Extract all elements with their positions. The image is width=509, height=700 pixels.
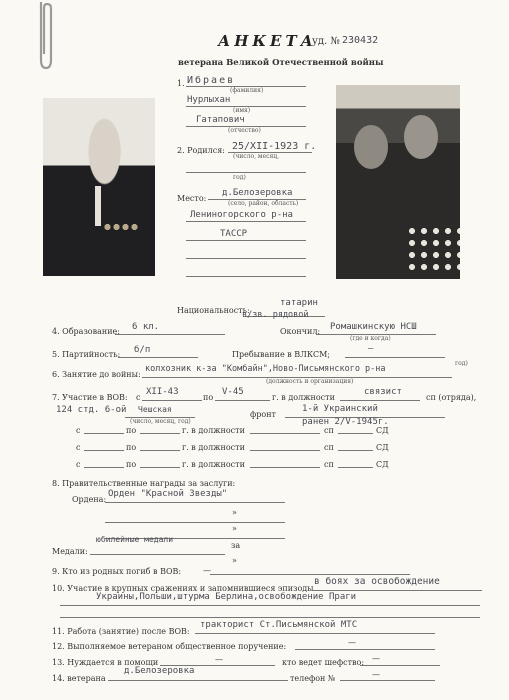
- born-value: 25/XII-1923 г.: [232, 141, 317, 152]
- address-label: 14. ветерана: [52, 674, 106, 683]
- name-hint: (имя): [233, 107, 251, 114]
- nationality-label: Национальность:: [177, 306, 250, 315]
- battles-label: 10. Участие в крупных сражениях и запомнившиеся эпизоды: [52, 584, 314, 593]
- work-value: тракторист Ст.Письмянской МТС: [200, 620, 358, 630]
- war-position-value: связист: [364, 387, 402, 397]
- relatives-label: 9. Кто из родных погиб в ВОВ:: [52, 567, 182, 576]
- certificate-number: 230432: [342, 35, 379, 46]
- vlksm-value: —: [368, 344, 374, 354]
- phone-label: телефон №: [290, 674, 336, 683]
- place-value-1: д.Белозеровка: [222, 188, 293, 198]
- medals-value: юбилейные медали: [96, 535, 174, 544]
- born-hint-year: год): [233, 174, 246, 181]
- name-value: Нурлыхан: [187, 95, 231, 105]
- party-label: 5. Партийность:: [52, 350, 121, 359]
- nationality-value: татарин: [280, 298, 318, 308]
- war-from-value: XII-43: [146, 387, 179, 397]
- education-label: 4. Образование:: [52, 327, 120, 336]
- public-label: 12. Выполняемое ветераном общественное поручение:: [52, 642, 287, 651]
- patron-value: —: [372, 654, 380, 663]
- public-value: —: [348, 638, 356, 647]
- rank-value: в/зв. рядовой: [242, 310, 309, 320]
- certificate-number-prefix: уд. №: [312, 36, 340, 47]
- front-value: 1-й Украинский: [302, 404, 378, 414]
- finished-value: Ромашкинскую НСШ: [330, 322, 417, 332]
- form-subtitle: ветерана Великой Отечественной войны: [178, 58, 384, 68]
- occupation-value: колхозник к-за "Комбайн",Ново-Письмянского р-на: [145, 364, 386, 374]
- form-title: АНКЕТА: [218, 32, 317, 50]
- relatives-value: —: [203, 566, 211, 575]
- vlksm-label: Пребывание в ВЛКСМ;: [232, 350, 331, 359]
- born-hint: (число, месяц,: [233, 153, 280, 160]
- war-position-label: г. в должности: [272, 393, 335, 402]
- finished-hint: (где и когда): [350, 335, 391, 342]
- war-from-label: с: [136, 393, 141, 402]
- work-label: 11. Работа (занятие) после ВОВ:: [52, 627, 190, 636]
- finished-label: Окончил:: [280, 327, 321, 336]
- medals-za: за: [231, 541, 241, 550]
- awards-label: 8. Правительственные награды за заслуги:: [52, 479, 236, 488]
- place-hint: (село, район, область): [228, 200, 299, 207]
- battles-value-1: в боях за освобождение: [314, 576, 440, 587]
- patronymic-hint: (отчество): [228, 127, 261, 134]
- front-label: фронт: [250, 410, 276, 419]
- place-value-2: Лениногорского р-на: [190, 210, 293, 220]
- war-unit-label: сп (отряда),: [426, 393, 477, 402]
- item-number-1: 1.: [177, 79, 185, 88]
- orders-quote-1: »: [232, 508, 237, 517]
- paper-clip-icon: [33, 0, 59, 72]
- years-hint: год): [455, 360, 468, 367]
- veteran-questionnaire-page: АНКЕТА уд. № 230432 ветерана Великой Отечественной войны 1. Ибраев (фамилия) Нурлыхан (имя) Гатапович (отчество) 2. Родился: 25/XII-1923 г. (число, месяц, год) Место: д.Белозеровка (село, район, область) Лениногорского р-на ТАССР Национальность: татарин в/зв. рядовой 4. Образование: 6 кл. Окончил: Ромашкинскую НСШ (где и когда) 5. Партийность: б/п Пребывание в ВЛКСМ; — год) 6. Занятие до войны: колхозник к-за "Комбайн",Ново-Письмянского р-на (должность и организация) 7. Участие в ВОВ: с XII-43 по V-45 г. в должности связист сп (отряда), 124 стд. 6-ой Чешская (число, месяц, год) фронт 1-й Украинский ранен 2/V-1945г. с по г. в должности сп СД с по г. в должности сп СД с по г. в должности сп СД 8. Правительственные награды за заслуги: Ордена: Орден "Красной Звезды" » » Медали: юбилейные медали за » 9. Кто из родных погиб в ВОВ: — 10. Участие в крупных сражениях и запомнившиеся эпизоды в боях за освобождение Украины,Польши,штурма Берлина,освобождение Праги 11. Работа (занятие) после ВОВ: тракторист Ст.Письмянской МТС 12. Выполняемое ветераном общественное поручение: — 13. Нуждается в помощи — кто ведет шефство: — 14. ветерана д.Белозеровка телефон № —: [0, 0, 509, 700]
- surname-value: Ибраев: [187, 75, 236, 86]
- medals-quote: »: [232, 556, 237, 565]
- battles-value-2: Украины,Польши,штурма Берлина,освобождение Праги: [96, 592, 357, 602]
- education-value: 6 кл.: [132, 322, 160, 332]
- wartime-photo: [336, 85, 460, 279]
- help-label: 13. Нуждается в помощи: [52, 658, 159, 667]
- orders-value: Орден "Красной Звезды": [108, 489, 228, 499]
- medals-label: Медали:: [52, 547, 88, 556]
- portrait-photo: [43, 98, 155, 276]
- phone-value: —: [372, 670, 380, 679]
- place-value-3: ТАССР: [220, 229, 248, 239]
- date-hint: (число, месяц, год): [130, 418, 191, 425]
- patronymic-value: Гатапович: [196, 115, 245, 125]
- orders-quote-2: »: [232, 524, 237, 533]
- patron-label: кто ведет шефство:: [282, 658, 365, 667]
- place-label: Место:: [177, 194, 207, 203]
- surname-hint: (фамилия): [230, 87, 264, 94]
- division-value: 124 стд. 6-ой: [56, 405, 127, 415]
- war-label: 7. Участие в ВОВ:: [52, 393, 128, 402]
- occupation-hint: (должность и организация): [266, 378, 354, 385]
- orders-label: Ордена:: [72, 495, 107, 504]
- born-label: 2. Родился:: [177, 146, 225, 155]
- war-to-label: по: [203, 393, 214, 402]
- party-value: б/п: [134, 345, 151, 355]
- wounded-value: ранен 2/V-1945г.: [302, 417, 389, 427]
- war-to-value: V-45: [222, 387, 244, 397]
- address-value: д.Белозеровка: [124, 666, 195, 676]
- occupation-label: 6. Занятие до войны:: [52, 370, 141, 379]
- army-value: Чешская: [138, 405, 172, 414]
- help-value: —: [215, 655, 223, 664]
